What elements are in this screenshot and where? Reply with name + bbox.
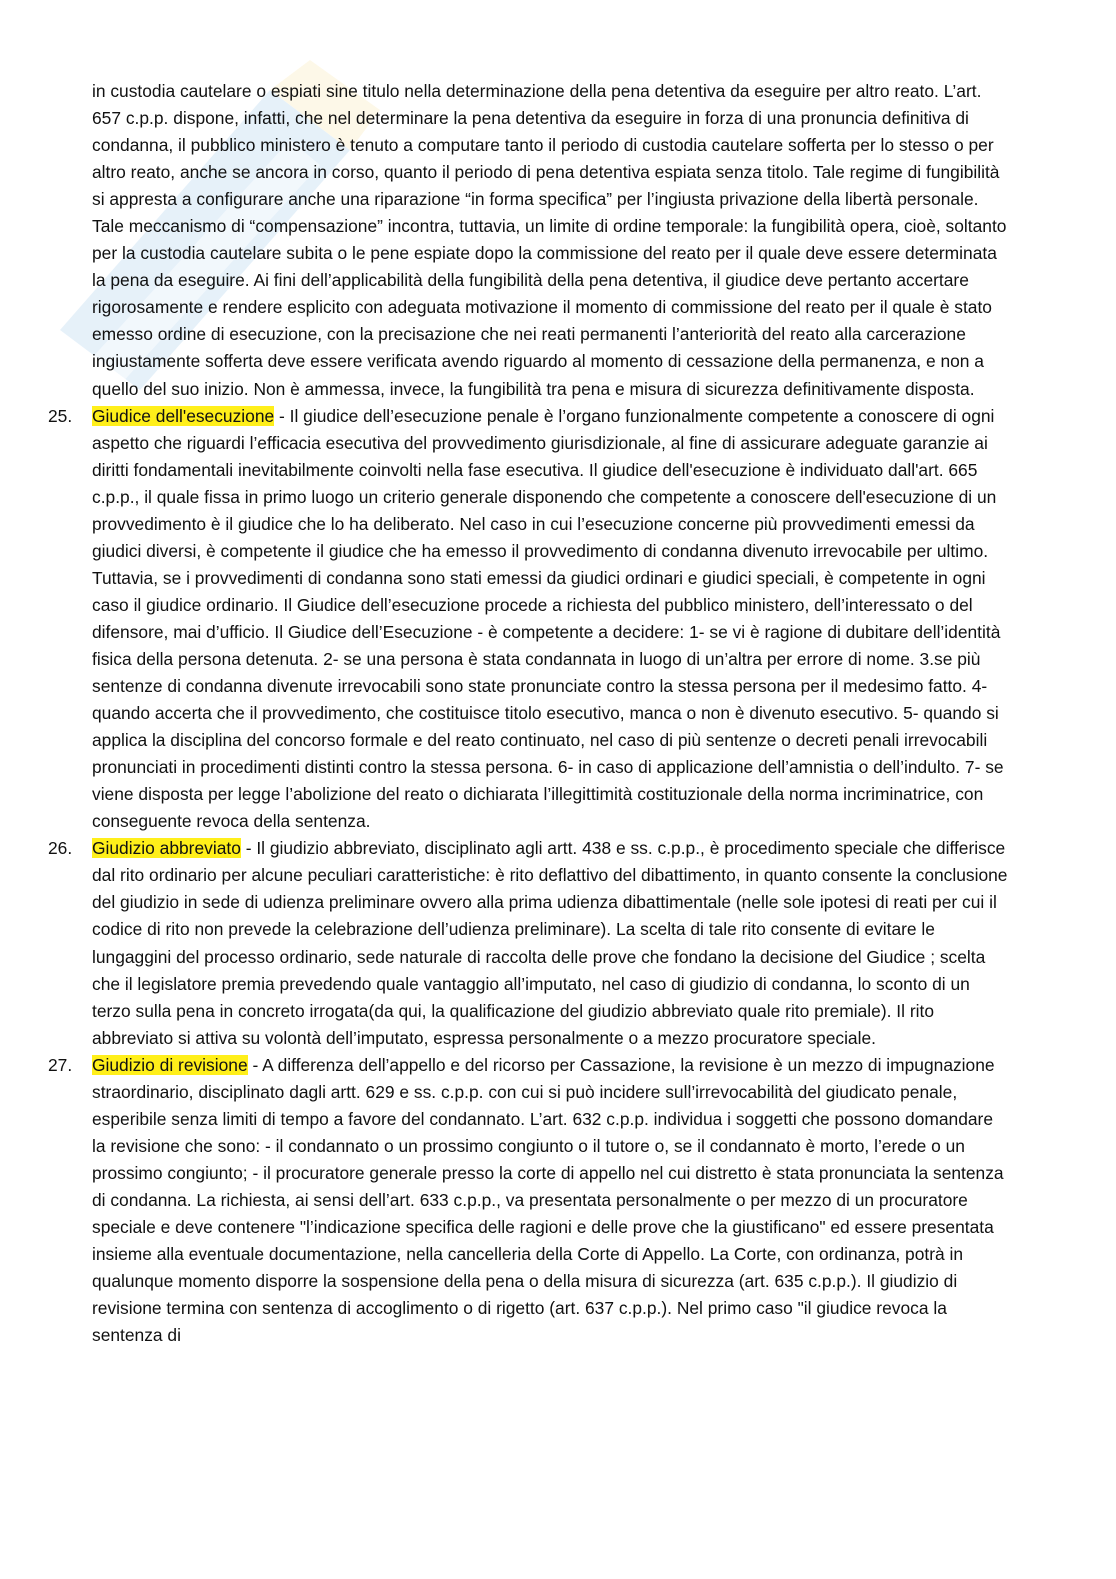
item-text: - Il giudice dell’esecuzione penale è l’organo funzionalmente competente a conoscere di ogni aspetto che riguardi l’efficacia esecutiva del provvedimento giurisdizionale, al fine di assicurare adeguate garanzie ai diritti fondamentali inevitabilmente coinvolti nella fase esecutiva. Il giudice dell'esecuzione è individuato dall'art. 665 c.p.p., il quale fissa in primo luogo un criterio generale disponendo che competente a conoscere dell'esecuzione di un provvedimento è il giudice che lo ha deliberato. Nel caso in cui l’esecuzione concerne più provvedimenti emessi da giudici diversi, è competente il giudice che ha emesso il provvedimento di condanna divenuto irrevocabile per ultimo. Tuttavia, se i provvedimenti di condanna sono stati emessi da giudici ordinari e giudici speciali, è competente in ogni caso il giudice ordinario. Il Giudice dell’esecuzione procede a richiesta del pubblico ministero, dell’interessato o del difensore, mai d’ufficio. Il Giudice dell’Esecuzione - è competente a decidere: 1- se vi è ragione di dubitare dell’identità fisica della persona detenuta. 2- se una persona è stata condannata in luogo di un’altra per errore di nome. 3.se più sentenze di condanna divenute irrevocabili sono state pronunciate contro la stessa persona per il medesimo fatto. 4- quando accerta che il provvedimento, che costituisce titolo esecutivo, manca o non è divenuto esecutivo. 5- quando si applica la disciplina del concorso formale e del reato continuato, nel caso di più sentenze o decreti penali irrevocabili pronunciati in procedimenti distinti contro la stessa persona. 6- in caso di applicazione dell’amnistia o dell’indulto. 7- se viene disposta per legge l’abolizione del reato o dichiarata l’illegittimità costituzionale della norma incriminatrice, con conseguente revoca della sentenza.	[92, 405, 1004, 832]
item-number: 26.	[48, 838, 73, 859]
list-item-26	[0, 835, 1116, 1051]
list-item-25	[0, 403, 1116, 836]
highlighted-term: Giudice dell'esecuzione	[92, 405, 275, 426]
item-text: - A differenza dell’appello e del ricorso per Cassazione, la revisione è un mezzo di impugnazione straordinario, disciplinato dagli artt. 629 e ss. c.p.p. con cui si può incidere sull’irrevocabilità del giudicato penale, esperibile senza limiti di tempo a favore del condannato. L’art. 632 c.p.p. individua i soggetti che possono domandare la revisione che sono: - il condannato o un prossimo congiunto o il tutore o, se il condannato è morto, l’erede o un prossimo congiunto; - il procuratore generale presso la corte di appello nel cui distretto è stata pronunciata la sentenza di condanna. La richiesta, ai sensi dell’art. 633 c.p.p., va presentata personalmente o per mezzo di un procuratore speciale e deve contenere "l’indicazione specifica delle ragioni e delle prove che la giustificano" ed essere presentata insieme alla eventuale documentazione, nella cancelleria della Corte di Appello. La Corte, con ordinanza, potrà in qualunque momento disporre la sospensione della pena o della misura di sicurezza (art. 635 c.p.p.). Il giudizio di revisione termina con sentenza di accoglimento o di rigetto (art. 637 c.p.p.). Nel primo caso "il giudice revoca la sentenza di	[92, 1054, 1004, 1346]
item-number: 25.	[48, 405, 73, 426]
item-text: - Il giudizio abbreviato, disciplinato agli artt. 438 e ss. c.p.p., è procedimento speciale che differisce dal rito ordinario per alcune peculiari caratteristiche: è rito deflattivo del dibattimento, in quanto consente la conclusione del giudizio in sede di udienza preliminare ovvero alla prima udienza dibattimentale (nelle sole ipotesi di reati per cui il codice di rito non prevede la celebrazione dell’udienza preliminare). La scelta di tale rito consente di evitare le lungaggini del processo ordinario, sede naturale di raccolta delle prove che fondano la decisione del Giudice ; scelta che il legislatore premia prevedendo quale vantaggio all’imputato, nel caso di giudizio di condanna, lo sconto di un terzo sulla pena in concreto irrogata(da qui, la qualificazione del giudizio abbreviato quale rito premiale). Il rito abbreviato si attiva su volontà dell’imputato, espressa personalmente o a mezzo procuratore speciale.	[92, 838, 1008, 1048]
document-page	[0, 78, 1116, 1349]
highlighted-term: Giudizio abbreviato	[92, 838, 241, 859]
continuation-paragraph: in custodia cautelare o espiati sine titulo nella determinazione della pena detentiva da eseguire per altro reato. L’art. 657 c.p.p. dispone, infatti, che nel determinare la pena detentiva da eseguire in forza di una pronuncia definitiva di condanna, il pubblico ministero è tenuto a computare tanto il periodo di custodia cautelare sofferta per lo stesso o per altro reato, anche se ancora in corso, quanto il periodo di pena detentiva espiata senza titolo. Tale regime di fungibilità si appresta a configurare anche una riparazione “in forma specifica” per l’ingiusta privazione della libertà personale. Tale meccanismo di “compensazione” incontra, tuttavia, un limite di ordine temporale: la fungibilità opera, cioè, soltanto per la custodia cautelare subita o le pene espiate dopo la commissione del reato per il quale deve essere determinata la pena da eseguire. Ai fini dell’applicabilità della fungibilità della pena detentiva, il giudice deve pertanto accertare rigorosamente e rendere esplicito con adeguata motivazione il momento di commissione del reato per il quale è stato emesso ordine di esecuzione, con la precisazione che nei reati permanenti l’anteriorità del reato alla carcerazione ingiustamente sofferta deve essere verificata avendo riguardo al momento di cessazione della permanenza, e non a quello del suo inizio. Non è ammessa, invece, la fungibilità tra pena e misura di sicurezza definitivamente disposta.	[92, 81, 1007, 399]
item-body	[92, 835, 1010, 1051]
highlighted-term: Giudizio di revisione	[92, 1054, 248, 1075]
item-body	[92, 403, 1010, 836]
item-number: 27.	[48, 1054, 73, 1075]
item-body	[92, 1052, 1010, 1350]
list-item-27	[0, 1052, 1116, 1350]
